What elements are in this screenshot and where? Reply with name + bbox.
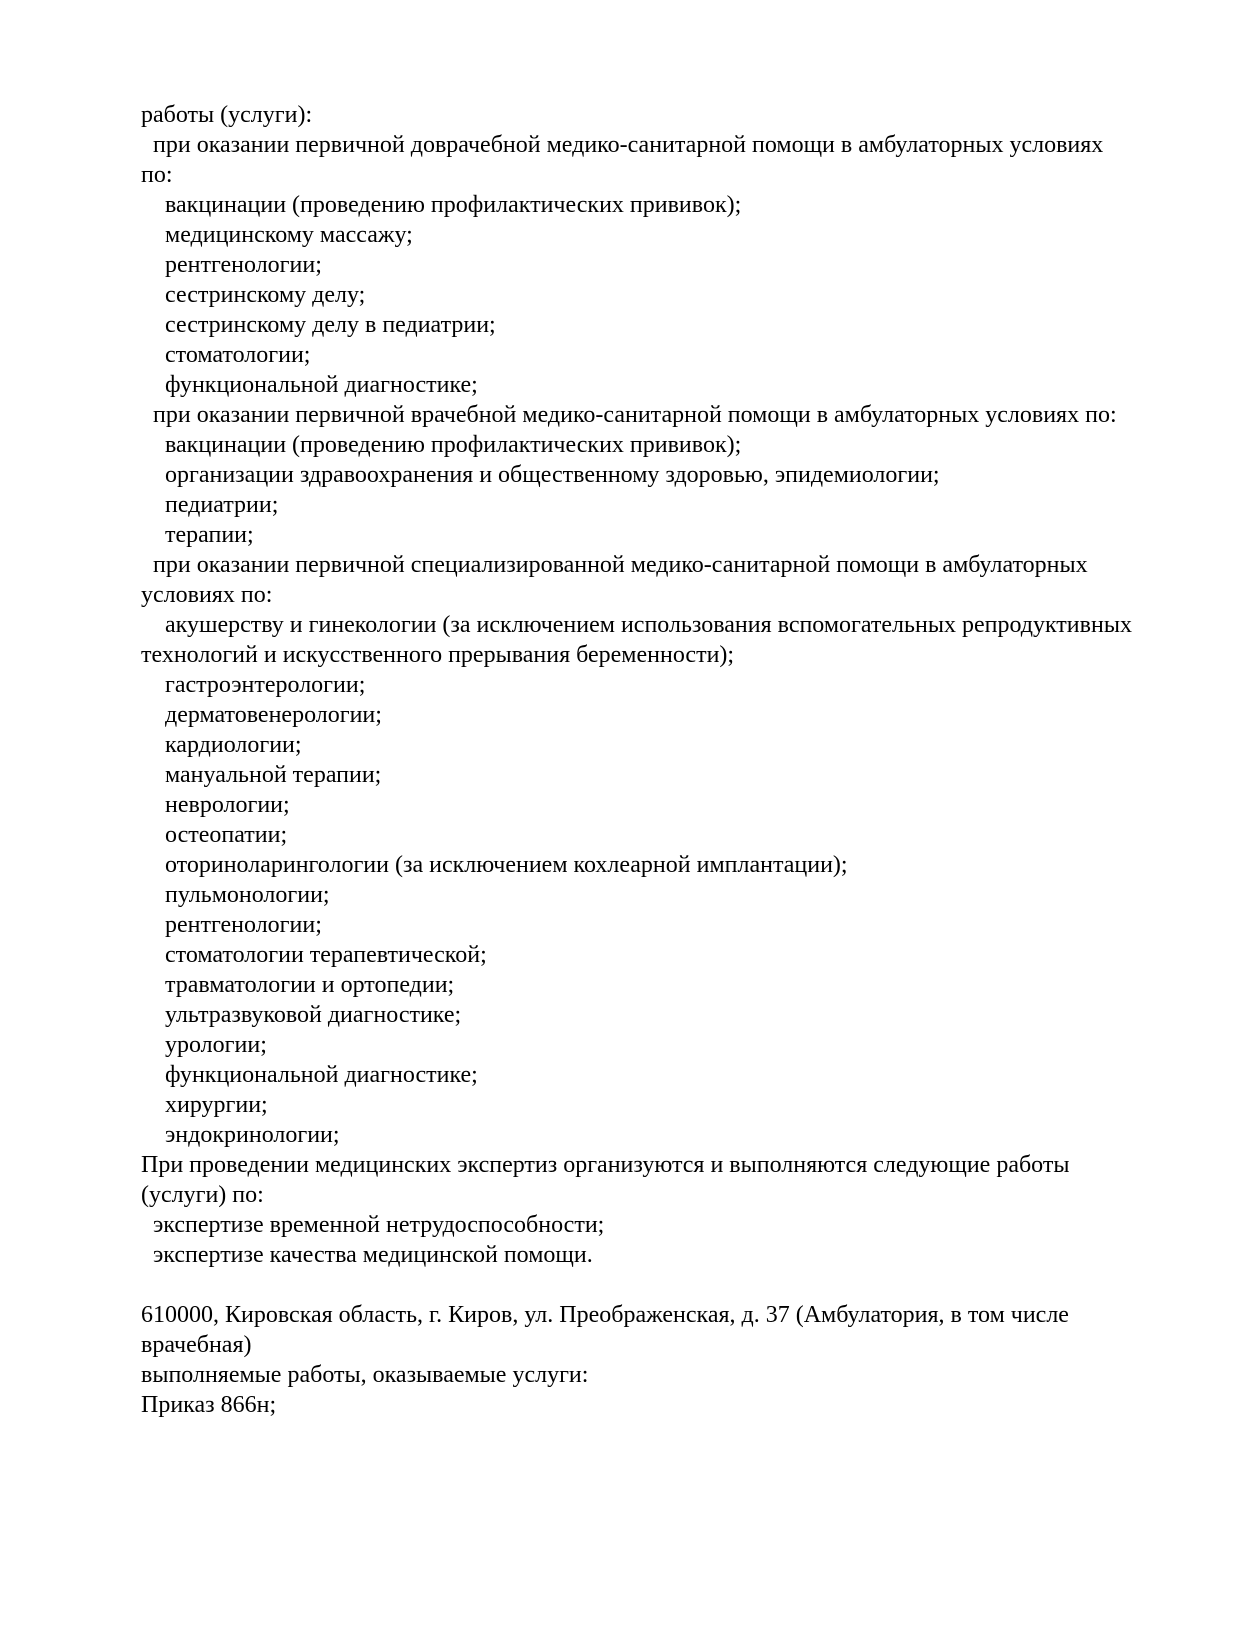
text-line: мануальной терапии;	[165, 762, 382, 788]
text-line: экспертизе временной нетрудоспособности;	[153, 1212, 605, 1238]
text-line: хирургии;	[165, 1092, 268, 1118]
text-line: при оказании первичной врачебной медико-санитарной помощи в амбулаторных условиях по:	[153, 402, 1117, 428]
text-line: гастроэнтерологии;	[165, 672, 366, 698]
text-line: Приказ 866н;	[141, 1392, 277, 1418]
text-line: При проведении медицинских экспертиз организуются и выполняются следующие работы	[141, 1152, 1070, 1178]
text-line: неврологии;	[165, 792, 290, 818]
text-line: организации здравоохранения и общественному здоровью, эпидемиологии;	[165, 462, 940, 488]
text-line: функциональной диагностике;	[165, 1062, 478, 1088]
text-line	[141, 1270, 1202, 1300]
text-line: (услуги) по:	[141, 1182, 264, 1208]
text-line: выполняемые работы, оказываемые услуги:	[141, 1362, 589, 1388]
text-line: остеопатии;	[165, 822, 288, 848]
text-line: кардиологии;	[165, 732, 302, 758]
text-line: условиях по:	[141, 582, 273, 608]
text-line: дерматовенерологии;	[165, 702, 382, 728]
text-line: сестринскому делу;	[165, 282, 366, 308]
text-line: при оказании первичной доврачебной медико-санитарной помощи в амбулаторных условиях	[153, 132, 1104, 158]
text-line: технологий и искусственного прерывания беременности);	[141, 642, 735, 668]
text-line: работы (услуги):	[141, 102, 313, 128]
text-line: вакцинации (проведению профилактических прививок);	[165, 432, 742, 458]
text-line: травматологии и ортопедии;	[165, 972, 455, 998]
text-line: урологии;	[165, 1032, 267, 1058]
text-line: сестринскому делу в педиатрии;	[165, 312, 496, 338]
text-line: эндокринологии;	[165, 1122, 340, 1148]
text-line: по:	[141, 162, 173, 188]
text-line: акушерству и гинекологии (за исключением использования вспомогательных репродуктивных	[165, 612, 1132, 638]
text-line: врачебная)	[141, 1332, 252, 1358]
text-line: функциональной диагностике;	[165, 372, 478, 398]
text-line: терапии;	[165, 522, 254, 548]
text-line: стоматологии;	[165, 342, 311, 368]
text-line: стоматологии терапевтической;	[165, 942, 487, 968]
text-line: вакцинации (проведению профилактических прививок);	[165, 192, 742, 218]
text-line: оториноларингологии (за исключением кохлеарной имплантации);	[165, 852, 848, 878]
license-services-text	[141, 100, 1202, 1420]
text-line: пульмонологии;	[165, 882, 330, 908]
text-line: ультразвуковой диагностике;	[165, 1002, 462, 1028]
text-line: рентгенологии;	[165, 252, 322, 278]
text-line: медицинскому массажу;	[165, 222, 413, 248]
text-line: 610000, Кировская область, г. Киров, ул. Преображенская, д. 37 (Амбулатория, в том числе	[141, 1302, 1069, 1328]
text-line: педиатрии;	[165, 492, 279, 518]
text-line: рентгенологии;	[165, 912, 322, 938]
text-line: при оказании первичной специализированной медико-санитарной помощи в амбулаторных	[153, 552, 1088, 578]
text-line: экспертизе качества медицинской помощи.	[153, 1242, 593, 1268]
